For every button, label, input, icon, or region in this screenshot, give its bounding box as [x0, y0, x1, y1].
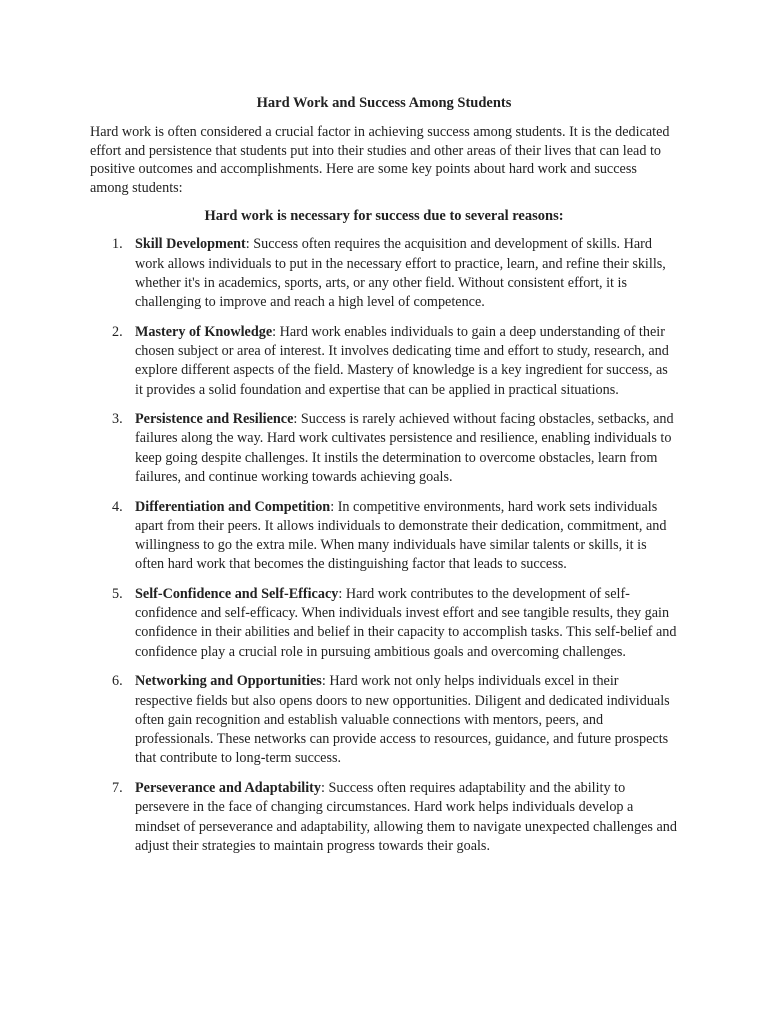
list-item [90, 779, 678, 856]
list-item-text: : Success often requires adaptability and the ability to persevere in the face of changing circumstances. Hard work helps individuals develop a mindset of perseverance and adaptability, allowing them to navigate unexpected challenges and adjust their strategies to maintain progress towards their goals. [135, 779, 677, 854]
list-item-term: Skill Development [135, 236, 246, 253]
list-item-term: Perseverance and Adaptability [135, 779, 322, 796]
reasons-list [90, 235, 678, 856]
list-item-term: Self-Confidence and Self-Efficacy [135, 585, 339, 602]
list-item [90, 410, 678, 487]
intro-paragraph: Hard work is often considered a crucial factor in achieving success among students. It is the dedicated effort and persistence that students put into their studies and other areas of their lives that can lead to positive outcomes and accomplishments. Here are some key points about hard work and success among students: [90, 124, 670, 196]
list-item-number: 1. [112, 236, 123, 253]
list-item [90, 498, 678, 575]
list-item-number: 5. [112, 585, 123, 602]
document-title: Hard Work and Success Among Students [256, 95, 512, 111]
list-item-term: Differentiation and Competition [135, 498, 331, 515]
list-item-number: 2. [112, 323, 123, 340]
list-item [90, 672, 678, 768]
list-item-text: : In competitive environments, hard work sets individuals apart from their peers. It allows individuals to demonstrate their dedication, commitment, and willingness to go the extra mile. When many individuals have similar talents or skills, it is often hard work that becomes the distinguishing factor that leads to success. [135, 498, 667, 573]
list-item-term: Mastery of Knowledge [135, 323, 273, 340]
list-item-number: 7. [112, 779, 123, 796]
list-item-number: 6. [112, 673, 123, 690]
list-item [90, 323, 678, 400]
list-item-text: : Success is rarely achieved without facing obstacles, setbacks, and failures along the way. Hard work cultivates persistence and resilience, enabling individuals to keep going despite challenges. It instils the determination to overcome obstacles, learn from failures, and continue working towards achieving goals. [135, 411, 674, 486]
list-item [90, 585, 678, 662]
list-item-text: : Hard work enables individuals to gain a deep understanding of their chosen subject or area of interest. It involves dedicating time and effort to study, research, and explore different aspects of the field. Mastery of knowledge is a key ingredient for success, as it provides a solid foundation and expertise that can be applied in practical situations. [135, 323, 669, 398]
list-item [90, 235, 678, 312]
list-item-number: 4. [112, 498, 123, 515]
list-item-text: : Success often requires the acquisition and development of skills. Hard work allows individuals to put in the necessary effort to practice, learn, and refine their skills, whether it's in academics, sports, arts, or any other field. Without consistent effort, it is challenging to improve and reach a high level of competence. [135, 236, 666, 311]
list-item-text: : Hard work contributes to the development of self-confidence and self-efficacy. When individuals invest effort and see tangible results, they gain confidence in their abilities and belief in their capacity to accomplish tasks. This self-belief and confidence play a crucial role in pursuing ambitious goals and overcoming challenges. [135, 585, 677, 660]
list-item-term: Networking and Opportunities [135, 673, 322, 690]
section-heading: Hard work is necessary for success due to several reasons: [204, 208, 564, 225]
list-item-term: Persistence and Resilience [135, 411, 294, 428]
list-item-number: 3. [112, 411, 123, 428]
list-item-text: : Hard work not only helps individuals excel in their respective fields but also opens doors to new opportunities. Diligent and dedicated individuals often gain recognition and establish valuable connections with mentors, peers, and professionals. These networks can provide access to resources, guidance, and future prospects that contribute to long-term success. [135, 673, 670, 767]
